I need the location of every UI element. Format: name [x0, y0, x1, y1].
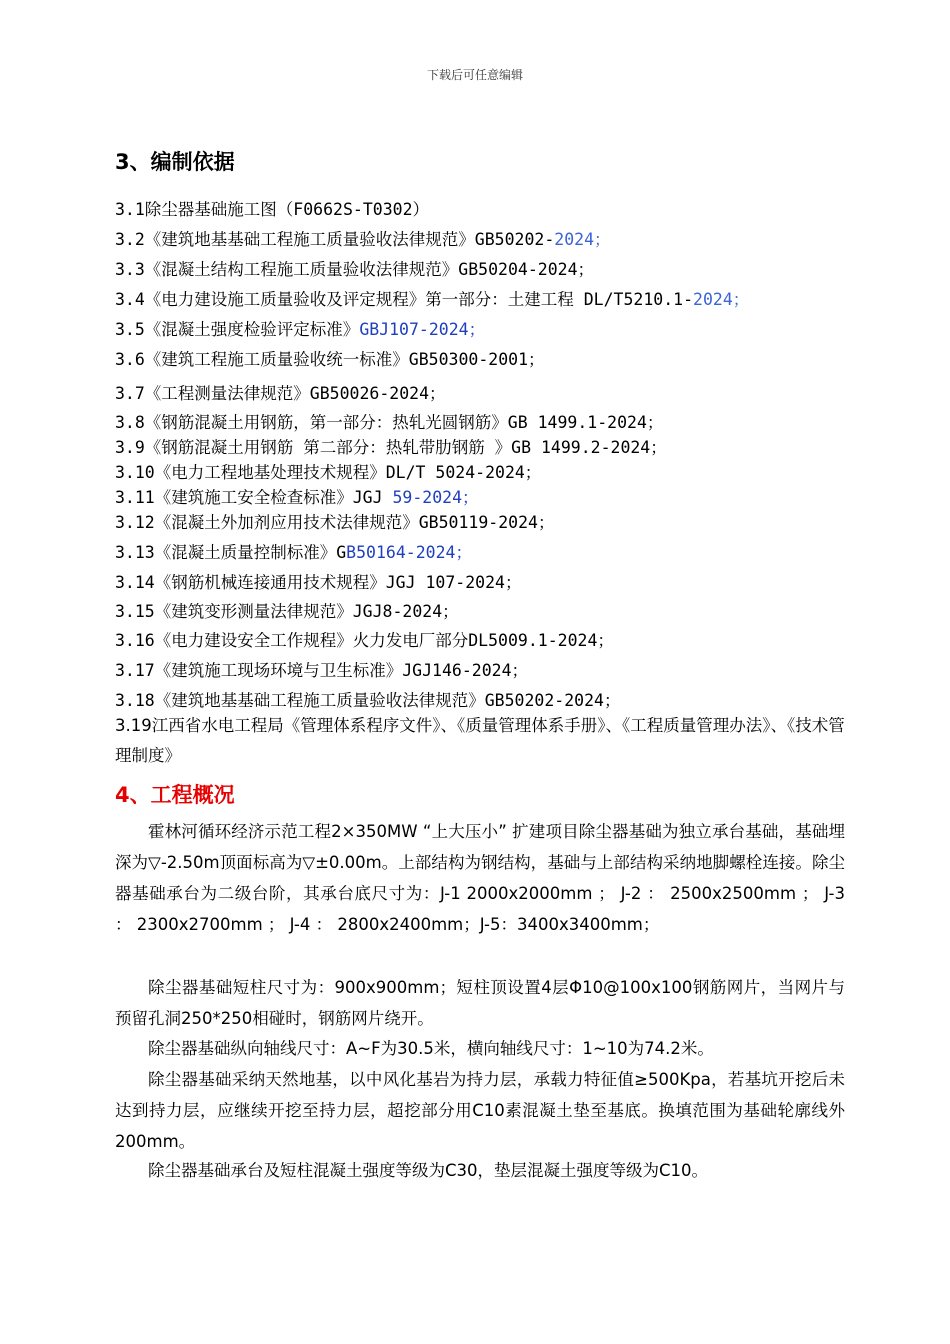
reference-item: 3.16《电力建设安全工作规程》火力发电厂部分DL5009.1-2024； — [115, 631, 614, 650]
reference-item: 3.9《钢筋混凝土用钢筋 第二部分：热轧带肋钢筋 》GB 1499.2-2024； — [115, 438, 667, 457]
reference-item: 3.3《混凝土结构工程施工质量验收法律规范》GB50204-2024； — [115, 260, 595, 279]
reference-item: 3.8《钢筋混凝土用钢筋，第一部分：热轧光圆钢筋》GB 1499.1-2024； — [115, 413, 664, 432]
overview-paragraph: 除尘器基础承台及短柱混凝土强度等级为C30，垫层混凝土强度等级为C10。 — [148, 1161, 709, 1180]
reference-item: 3.15《建筑变形测量法律规范》JGJ8-2024； — [115, 602, 459, 621]
overview-paragraph: 除尘器基础短柱尺寸为：900x900mm；短柱顶设置4层Φ10@100x100钢筋网片，当网片与预留孔洞250*250相碰时，钢筋网片绕开。 — [115, 978, 845, 1028]
reference-item: 3.5《混凝土强度检验评定标准》GBJ107-2024； — [115, 320, 486, 339]
reference-item: 3.1除尘器基础施工图（F0662S-T0302） — [115, 200, 430, 219]
reference-item: 3.7《工程测量法律规范》GB50026-2024； — [115, 384, 446, 403]
reference-item: 3.18《建筑地基基础工程施工质量验收法律规范》GB50202-2024； — [115, 691, 621, 710]
overview-paragraph: 除尘器基础采纳天然地基，以中风化基岩为持力层，承载力特征值≥500Kpa，若基坑开挖后未达到持力层，应继续开挖至持力层，超挖部分用C10素混凝土垫至基底。换填范围为基础轮廓线外200mm。 — [115, 1070, 845, 1151]
reference-item: 3.10《电力工程地基处理技术规程》DL/T 5024-2024； — [115, 463, 542, 482]
reference-item: 3.17《建筑施工现场环境与卫生标准》JGJ146-2024； — [115, 661, 529, 680]
reference-item: 3.14《钢筋机械连接通用技术规程》JGJ 107-2024； — [115, 573, 522, 592]
header-note: 下载后可任意编辑 — [426, 68, 523, 82]
reference-item: 3.2《建筑地基基础工程施工质量验收法律规范》GB50202-2024； — [115, 230, 611, 249]
reference-item: 3.6《建筑工程施工质量验收统一标准》GB50300-2001； — [115, 350, 545, 369]
overview-paragraph: 霍林河循环经济示范工程2×350MW “上大压小” 扩建项目除尘器基础为独立承台基础，基础埋深为▽-2.50m顶面标高为▽±0.00m。上部结构为钢结构，基础与上部结构采纳地脚螺栓连接。除尘器基础承台为二级台阶，其承台底尺寸为：J-1 2000x2000mm ； J-2 ： 2500x2500mm ； J-3 ： 2300x2700mm ； J-4 ： 2800x2400mm；J-5：3400x3400mm； — [115, 822, 845, 934]
reference-item-19: 3.19江西省水电工程局《管理体系程序文件》、《质量管理体系手册》、《工程质量管理办法》、《技术管理制度》 — [115, 716, 845, 765]
reference-item: 3.13《混凝土质量控制标准》GB50164-2024； — [115, 543, 472, 562]
reference-item: 3.4《电力建设施工质量验收及评定规程》第一部分：土建工程 DL/T5210.1-2024； — [115, 290, 750, 309]
reference-item: 3.12《混凝土外加剂应用技术法律规范》GB50119-2024； — [115, 513, 555, 532]
section-4-heading: 4、工程概况 — [115, 783, 235, 807]
reference-item: 3.11《建筑施工安全检查标准》JGJ 59-2024； — [115, 488, 479, 507]
overview-paragraph: 除尘器基础纵向轴线尺寸：A~F为30.5米，横向轴线尺寸：1~10为74.2米。 — [148, 1039, 714, 1058]
section-3-heading: 3、编制依据 — [115, 150, 235, 174]
